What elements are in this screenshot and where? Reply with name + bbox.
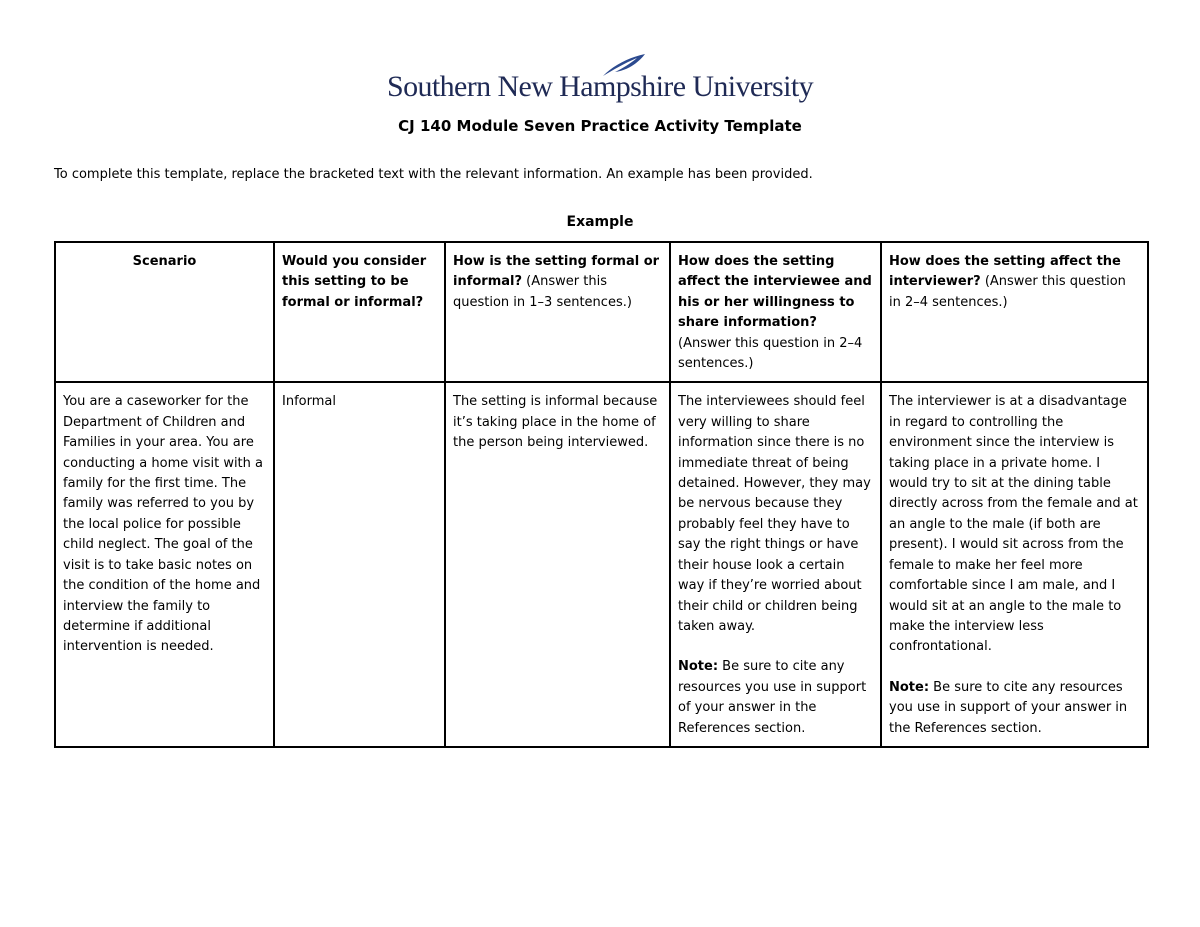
interviewee-effect-text: The interviewees should feel very willing to share information since there is no immediate threat of being detained. However, they may be nervous because they probably feel they have to say the right things or have their house look a certain way if they’re worried about their child or children being taken away. [678, 394, 871, 634]
example-heading: Example [566, 214, 634, 230]
header-interviewee-effect: How does the setting affect the interviewee and his or her willingness to share information? (Answer this question in 2–4 sentences.) [670, 242, 881, 382]
header-formality: Would you consider this setting to be formal or informal? [274, 242, 445, 382]
cell-how-formal: The setting is informal because it’s taking place in the home of the person being interviewed. [445, 382, 670, 747]
cell-formality: Informal [274, 382, 445, 747]
cell-scenario: You are a caseworker for the Department of Children and Families in your area. You are conducting a home visit with a family for the first time. The family was referred to you by the local police for possible child neglect. The goal of the visit is to take basic notes on the condition of the home and interview the family to determine if additional intervention is needed. [55, 382, 274, 747]
header-how-formal: How is the setting formal or informal? (Answer this question in 1–3 sentences.) [445, 242, 670, 382]
university-logo [0, 52, 1200, 102]
header-interviewer-effect: How does the setting affect the interviewer? (Answer this question in 2–4 sentences.) [881, 242, 1148, 382]
logo-wordmark: Southern New Hampshire University [387, 70, 813, 103]
document-title: CJ 140 Module Seven Practice Activity Template [398, 117, 802, 135]
cell-interviewee-effect [670, 382, 881, 747]
feather-icon [599, 52, 647, 78]
interviewee-note: Note: Be sure to cite any resources you use in support of your answer in the References section. [678, 659, 867, 736]
interviewer-note: Note: Be sure to cite any resources you use in support of your answer in the References section. [889, 679, 1128, 736]
intro-text: To complete this template, replace the bracketed text with the relevant information. An example has been provided. [54, 167, 813, 182]
header-scenario: Scenario [55, 242, 274, 382]
example-table [54, 241, 1149, 748]
table-header-row [55, 242, 1148, 382]
cell-interviewer-effect [881, 382, 1148, 747]
table-row [55, 382, 1148, 747]
interviewer-effect-text: The interviewer is at a disadvantage in regard to controlling the environment since the interview is taking place in a private home. I would try to sit at the dining table directly across from the female and at an angle to the male (if both are present). I would sit across from the female to make her feel more comfortable since I am male, and I would sit at an angle to the male to make the interview less confrontational. [889, 394, 1138, 655]
